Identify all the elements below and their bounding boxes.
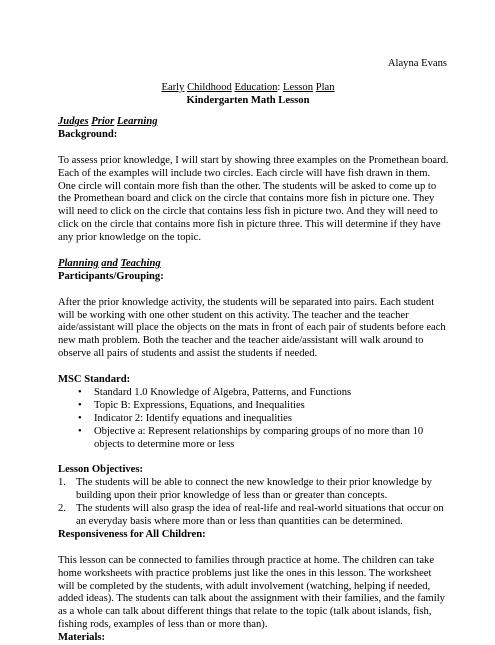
list-item-text: Topic B: Expressions, Equations, and Inequalities	[94, 399, 305, 411]
list-item	[58, 426, 450, 452]
author-name: Alayna Evans	[387, 58, 447, 69]
list-item	[58, 400, 450, 413]
list-item	[58, 413, 450, 426]
subheading-background: Background:	[58, 128, 118, 140]
list-item-text: The students will be able to connect the new knowledge to their prior knowledge by building upon their prior knowledge of less than or greater than concepts.	[76, 477, 432, 502]
list-item-text: Standard 1.0 Knowledge of Algebra, Patterns, and Functions	[94, 386, 352, 398]
msc-standard-list	[58, 387, 450, 452]
title-word: Childhood	[187, 82, 232, 93]
title-word: Plan	[315, 82, 335, 93]
paragraph-participants-grouping: After the prior knowledge activity, the students will be separated into pairs. Each student will be working with one other student on this activity. The teacher and the teacher aide/assistant will place the objects on the mats in front of each pair of students before each new math problem. Both the teacher and the teacher aide/assistant will walk around to observe all pairs of students and assist the students if needed.	[58, 296, 446, 360]
list-number: 2.	[58, 503, 66, 515]
list-item	[58, 503, 450, 529]
section-heading-responsiveness: Responsiveness for All Children:	[58, 528, 206, 540]
heading-word: Prior	[91, 116, 115, 127]
section-heading-materials: Materials:	[58, 632, 106, 644]
section-heading-planning-and-teaching	[58, 258, 450, 271]
list-number: 1.	[58, 477, 66, 489]
document-body	[58, 116, 450, 645]
list-item	[58, 387, 450, 400]
bullet-icon: •	[78, 386, 82, 398]
bullet-icon: •	[78, 412, 82, 424]
bullet-icon: •	[78, 399, 82, 411]
paragraph-responsiveness: This lesson can be connected to families through practice at home. The children can take home worksheets with practice problems just like the ones in this lesson. The worksheet will be completed by the students, with adult involvement (watching, helping if needed, added ideas). The students can talk about the assignment with their families, and the family as a whole can talk about different things that relate to the topic (talk about islands, fish, fishing rods, examples of less than or more than).	[58, 554, 445, 631]
heading-word: Teaching	[120, 257, 161, 269]
list-item-text: Objective a: Represent relationships by comparing groups of no more than 10 objects to determine more or less	[94, 425, 424, 450]
subheading-participants-grouping: Participants/Grouping:	[58, 270, 164, 282]
heading-word: Learning	[116, 116, 158, 127]
document-title: Early Childhood Education: Lesson Plan	[161, 82, 335, 93]
lesson-objectives-list	[58, 477, 450, 529]
heading-word: Planning	[58, 257, 99, 269]
section-heading-lesson-objectives: Lesson Objectives:	[58, 464, 144, 476]
bullet-icon: •	[78, 425, 82, 437]
document-subtitle: Kindergarten Math Lesson	[186, 94, 310, 106]
list-item	[58, 477, 450, 503]
list-item-text: Indicator 2: Identify equations and inequalities	[94, 412, 292, 424]
section-heading-msc-standard: MSC Standard:	[58, 374, 131, 386]
title-word: Education	[234, 82, 278, 93]
section-heading-judges-prior-learning	[58, 116, 450, 129]
heading-word: Judges	[58, 116, 89, 127]
title-word: Early	[161, 82, 185, 93]
list-item-text: The students will also grasp the idea of real-life and real-world situations that occur on an everyday basis where more than or less than quantities can be determined.	[76, 503, 444, 528]
paragraph-background: To assess prior knowledge, I will start by showing three examples on the Promethean board. Each of the examples will include two circles. Each circle will have fish drawn in them. One circle will contain more fish than the other. The students will be asked to come up to the Promethean board and click on the circle that contains more fish in picture one. They will need to click on the circle that contains less fish in picture two. And they will need to click on the circle that contains more fish in picture three. This will determine if they have any prior knowledge on the topic.	[58, 154, 449, 244]
heading-word: and	[101, 257, 118, 269]
title-word: Lesson	[283, 82, 314, 93]
title-block	[58, 82, 438, 108]
